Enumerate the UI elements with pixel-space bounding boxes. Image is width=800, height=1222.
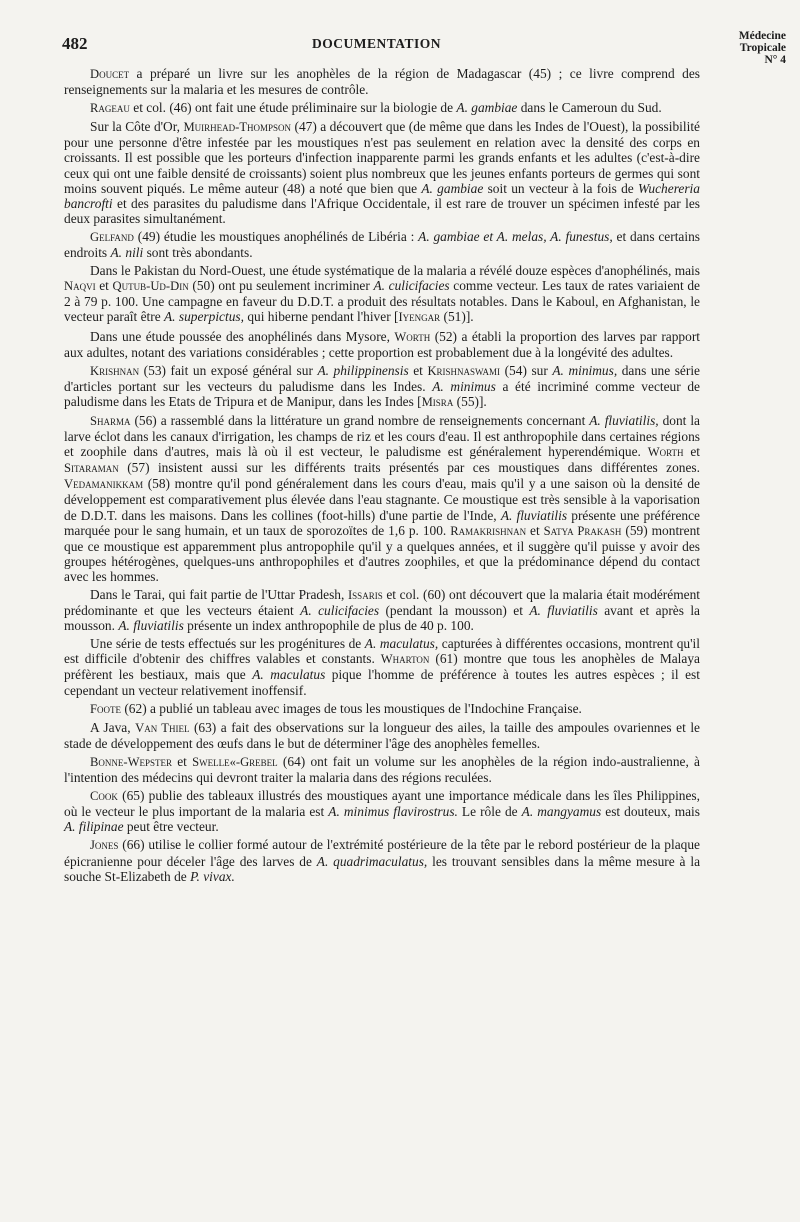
journal-label <box>739 30 786 66</box>
text-run: (54) sur <box>500 362 553 378</box>
author-name: Ramakrishnan <box>450 523 527 538</box>
author-name: Misra <box>421 394 454 409</box>
text-run: Dans le Pakistan du Nord-Ouest, une étude systématique de la malaria a révélé douze espèces d'anophélinés, mais <box>90 263 700 279</box>
species-name: A. minimus <box>432 378 496 394</box>
text-run: présente un index anthropophile de plus de 40 p. 100. <box>183 618 474 634</box>
text-run: pique l'homme de préférence à toutes les autres espèces ; il est cependant un vecteur relativement inoffensif. <box>64 667 700 698</box>
species-name: A. maculatus <box>252 667 326 683</box>
species-name: A. gambiae <box>421 180 484 196</box>
species-name: A. superpictus, <box>164 309 244 325</box>
text-run: (53) fait un exposé général sur <box>139 362 318 378</box>
author-name: Satya Prakash <box>543 523 622 538</box>
journal-line: Médecine <box>738 30 786 42</box>
species-name: A. minimus flavirostrus. <box>328 804 458 820</box>
author-name: Krishnaswami <box>427 363 501 378</box>
text-run: et col. (60) ont découvert que la malaria était modérément prédominante et que les vecteurs étaient <box>64 587 700 619</box>
species-name: A. gambiae et A. melas, A. funestus, <box>418 228 613 244</box>
author-name: Issaris <box>347 588 383 602</box>
paragraph <box>64 587 700 633</box>
text-run: a préparé un livre sur les anophèles de la région de Madagascar (45) ; ce livre comprend des renseignements sur la malaria et les mesures de contrôle. <box>64 66 700 98</box>
paragraph <box>64 329 700 360</box>
text-run: (57) insistent aussi sur les différents traits présentés par ces moustiques dans différentes zones. <box>118 460 700 476</box>
running-title: DOCUMENTATION <box>312 36 442 51</box>
text-run: Dans le Tarai, qui fait partie de l'Uttar Pradesh, <box>90 587 348 602</box>
text-run: comme vecteur. Les taux de rates variaient de 2 à 79 p. 100. Une campagne en faveur du D.D.T. a produit des résultats notables. Dans le Kaboul, en Afghanistan, le vecteur paraît être <box>64 278 700 325</box>
text-run: (62) a publié un tableau avec images de tous les moustiques de l'Indochine Française. <box>121 700 582 716</box>
paragraph <box>64 263 700 325</box>
species-name: A. maculatus, <box>364 636 439 652</box>
text-run: et <box>171 753 193 769</box>
species-name: A. fluviatilis <box>118 618 184 634</box>
paragraph <box>64 363 700 410</box>
species-name: P. vivax. <box>190 868 235 884</box>
species-name: A. culicifacies <box>373 278 450 294</box>
author-name: Doucet <box>90 67 130 81</box>
paragraph <box>64 788 700 834</box>
text-run: (51)]. <box>440 309 474 325</box>
author-name: Gelfand <box>90 229 134 244</box>
text-run: soit un vecteur à la fois de <box>483 180 638 196</box>
text-run: dont la larve éclot dans les canaux d'irrigation, les champs de riz et les cours d'eau. Il est anthropophile dans certaines régions et zoophile dans d'autres, mais là où il est vecteur, le paludisme est généralement hyperendémique. <box>64 412 700 460</box>
author-name: Naqvi <box>64 279 96 294</box>
text-run: dans une série d'articles portant sur les vecteurs du paludisme dans les Indes. <box>64 362 700 394</box>
text-run: présente une préférence marquée pour le sang humain, et un taux de sporozoïtes de 1,6 p. 100. <box>64 507 700 538</box>
species-name: A. quadrimaculatus, <box>316 853 428 869</box>
species-name: Wuchereria bancrofti <box>64 180 700 211</box>
author-name: Worth <box>394 329 431 344</box>
text-run: qui hiberne pendant l'hiver [ <box>243 309 399 325</box>
text-run: (59) montrent que ce moustique est apparemment plus antropophile qu'il y a quelques années, et il suggère qu'il puisse y avoir des groupes hétérogènes, quelques-uns anthropophiles et d'autres zoophiles, et que la prédominance dépend du contact avec les hommes. <box>64 522 700 584</box>
author-name: Sharma <box>90 413 131 428</box>
text-run: et <box>95 278 113 294</box>
species-name: A. filipinae <box>64 819 124 835</box>
author-name: Worth <box>647 445 684 460</box>
author-name: Swelle«-Grebel <box>192 754 278 769</box>
author-name: Rageau <box>90 101 130 116</box>
text-run: et <box>526 522 544 538</box>
text-run: et col. (46) ont fait une étude préliminaire sur la biologie de <box>129 100 457 116</box>
text-run: (66) utilise le collier formé autour de l'extrémité postérieure de la tête par le rebord postérieur de la plaque épicranienne pour déceler l'âge des larves de <box>64 837 700 869</box>
text-run: avant et après la mousson. <box>64 603 700 634</box>
article-body <box>64 66 700 887</box>
text-run: (61) montre que tous les anophèles de Malaya préfèrent les bestiaux, mais que <box>64 651 700 683</box>
journal-line: Tropicale <box>739 42 786 54</box>
species-name: A. minimus, <box>552 362 618 378</box>
text-run: (58) montre qu'il pond généralement dans les cours d'eau, mais qu'il y a une saison où la densité de développement est comparativement plus élevée dans l'eau stagnante. Ce moustique est très sensible à la vaporisation de D.D.T. dans les maisons. Dans les collines (foot-hills) d'une partie de l'Inde, <box>64 476 700 523</box>
author-name: Qutub-Ud-Din <box>112 279 189 294</box>
text-run: (pendant la mousson) et <box>379 603 530 619</box>
text-run: A Java, <box>90 719 136 735</box>
text-run: peut être vecteur. <box>123 819 219 835</box>
text-run: et <box>683 444 700 460</box>
journal-issue: N° 4 <box>764 54 786 66</box>
species-name: A. culicifacies <box>300 603 380 619</box>
text-run: est douteux, mais <box>601 804 700 820</box>
text-run: (52) a établi la proportion des larves par rapport aux adultes, notant des variations considérables ; cette proportion est probablement due à la longévité des adultes. <box>64 328 700 360</box>
author-name: Jones <box>90 838 119 853</box>
page-number: 482 <box>62 34 88 53</box>
text-run: a été incriminé comme vecteur de paludisme dans les Etats de Tripura et de Manipur, dans les Indes [ <box>64 378 700 409</box>
text-run: dans le Cameroun du Sud. <box>517 100 662 116</box>
author-name: Van Thiel <box>135 720 190 735</box>
paragraph <box>64 119 700 226</box>
paragraph <box>64 837 700 883</box>
text-run: et <box>408 362 428 378</box>
text-run: (47) a découvert que (de même que dans les Indes de l'Ouest), la possibilité pour une personne d'être infestée par les moustiques n'est pas seulement en relation avec la densité des corps en croissants. Il est possible que les porteurs d'infection inapparente parmi les grands enfants et les adultes (c'est-à-dire ceux qui ont une faible densité de croissants) soient plus nombreux que les jeunes enfants porteurs de germes qui sont moins souvent piqués. Le même auteur (48) a noté que bien que <box>64 119 700 196</box>
paragraph <box>64 720 700 751</box>
author-name: Vedamanikkam <box>64 477 144 492</box>
paragraph <box>64 100 700 116</box>
paragraph <box>64 754 700 785</box>
text-run: sont très abondants. <box>143 245 253 261</box>
text-run: (64) ont fait un volume sur les anophèles de la région indo-australienne, à l'intention des médecins qui devront traiter la malaria dans des régions reculées. <box>64 753 700 786</box>
paragraph <box>64 229 700 260</box>
species-name: A. nili <box>110 245 144 261</box>
text-run: et dans certains endroits <box>64 228 701 261</box>
text-run: Sur la Côte d'Or, <box>90 119 184 135</box>
text-run: (50) ont pu seulement incriminer <box>188 278 374 294</box>
text-run: (65) publie des tableaux illustrés des moustiques ayant une importance médicale dans les îles Philippines, où le vecteur le plus important de la malaria est <box>64 788 700 820</box>
species-name: A. fluviatilis, <box>589 412 659 428</box>
text-run: capturées à différentes occasions, montrent qu'il est difficile d'obtenir des chiffres valables et constants. <box>64 636 700 667</box>
paragraph <box>64 413 700 584</box>
species-name: A. philippinensis <box>317 362 409 378</box>
author-name: Iyengar <box>398 310 441 325</box>
species-name: A. fluviatilis <box>500 507 568 523</box>
author-name: Sitaraman <box>64 461 119 476</box>
author-name: Muirhead-Thompson <box>183 120 292 135</box>
author-name: Cook <box>90 789 118 804</box>
text-run: Une série de tests effectués sur les progénitures de <box>90 636 365 652</box>
paragraph <box>64 636 700 697</box>
text-run: les trouvant sensibles dans la même mesure à la souche St-Elizabeth de <box>64 853 701 884</box>
text-run: et des parasites du paludisme dans l'Afrique Occidentale, il est rare de trouver un spécimen infesté par les deux parasites simultanément. <box>64 195 700 226</box>
author-name: Foote <box>90 701 121 716</box>
text-run: (55)]. <box>453 393 487 409</box>
text-run: (49) étudie les moustiques anophélinés de Libéria : <box>133 228 419 244</box>
text-run: (56) a rassemblé dans la littérature un grand nombre de renseignements concernant <box>130 412 590 428</box>
author-name: Bonne-Wepster <box>90 754 172 769</box>
text-run: (63) a fait des observations sur la longueur des ailes, la taille des ampoules ovariennes et le stade de développement des œufs dans le but de déterminer l'âge des anophèles femelles. <box>64 719 700 751</box>
species-name: A. mangyamus <box>521 804 602 820</box>
species-name: A. gambiae <box>456 100 518 116</box>
text-run: Dans une étude poussée des anophélinés dans Mysore, <box>90 328 395 344</box>
paragraph <box>64 66 700 97</box>
paragraph <box>64 701 700 717</box>
species-name: A. fluviatilis <box>529 603 598 619</box>
author-name: Wharton <box>380 652 430 667</box>
author-name: Krishnan <box>90 363 140 378</box>
text-run: Le rôle de <box>457 804 522 820</box>
